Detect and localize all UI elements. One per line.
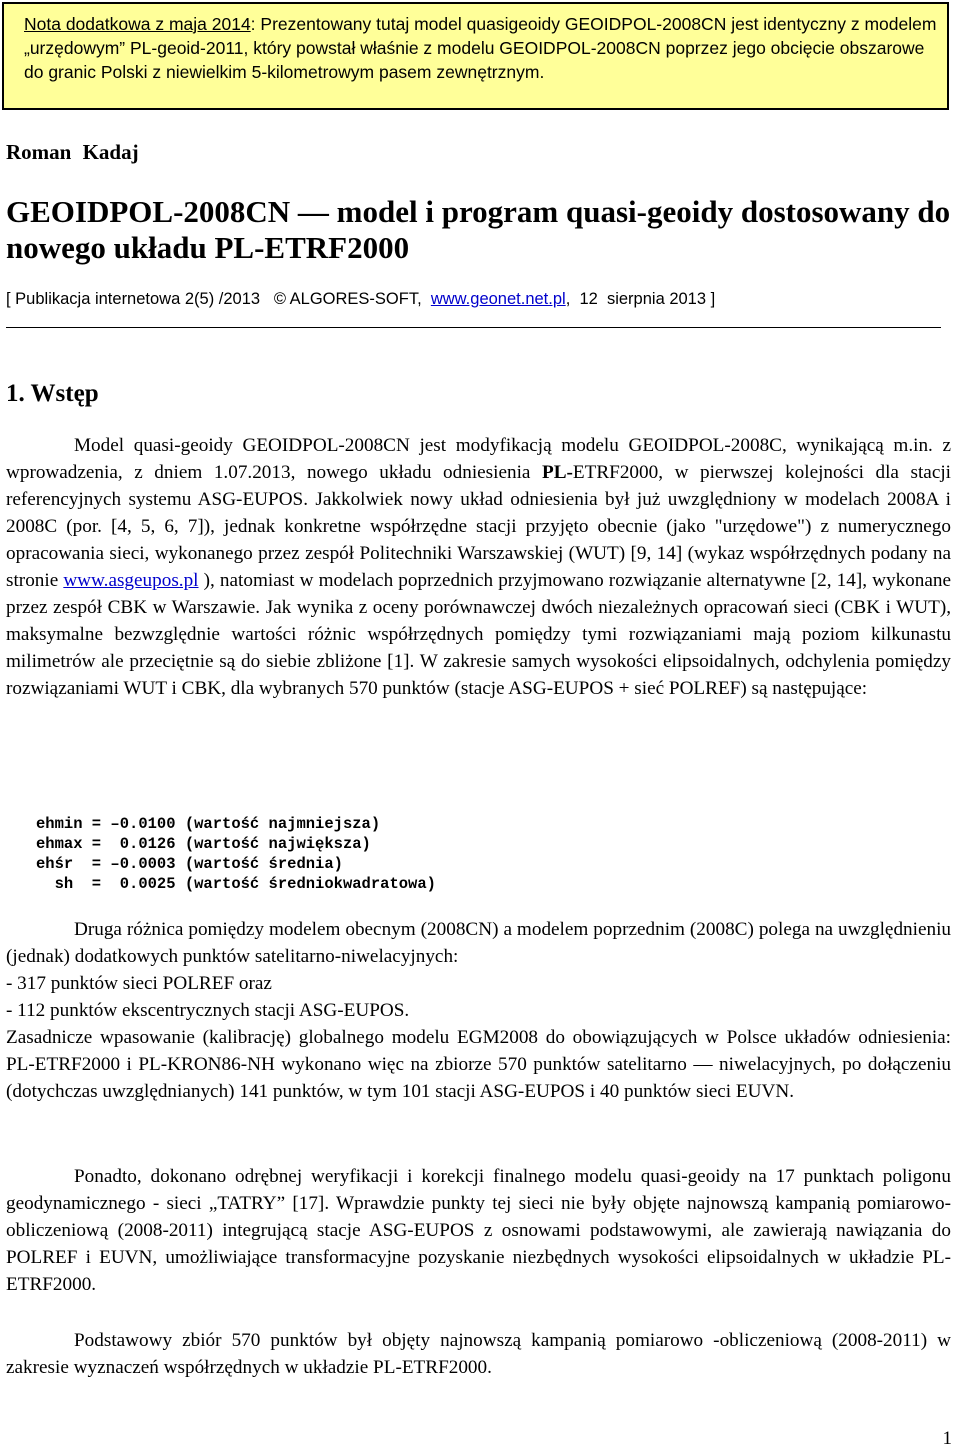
differences-block	[6, 916, 951, 1105]
intro-paragraph	[6, 432, 951, 702]
p1-bold: PL-	[542, 462, 573, 483]
note-box	[2, 2, 949, 110]
statistics-block: ehmin = –0.0100 (wartość najmniejsza) ehmax = 0.0126 (wartość największa) ehśr = –0.0003 (wartość średnia) sh = 0.0025 (wartość średniokwadratowa)	[36, 815, 436, 893]
section-heading: 1. Wstęp	[6, 380, 99, 407]
p4-text: Ponadto, dokonano odrębnej weryfikacji i korekcji finalnego modelu quasi-geoidy na 17 punktach poligonu geodynamicznego - sieci „TATRY” [17]. Wprawdzie punkty tej sieci nie były objęte najnowszą kampanią pomiarowo-obliczeniową (2008-2011) integrującą stacje ASG-EUPOS z osnowami podstawowymi, ale zawierają nawiązania do POLREF i EUVN, umożliwiające transformacyjne pozyskanie niezbędnych wysokości elipsoidalnych w układzie PL-ETRF2000.	[6, 1166, 951, 1295]
p5-text: Podstawowy zbiór 570 punktów był objęty najnowszą kampanią pomiarowo -obliczeniową (2008-2011) w zakresie wyznaczeń współrzędnych w układzie PL-ETRF2000.	[6, 1330, 951, 1378]
p1-text-a: Model quasi-geoidy GEOIDPOL-2008CN jest modyfikacją modelu GEOIDPOL-2008C, wynikającą m.in. z wprowadzenia, z dniem 1.07.2013, nowego układu odniesienia	[6, 435, 951, 483]
list-item: - 112 punktów ekscentrycznych stacji ASG-EUPOS.	[6, 1000, 410, 1021]
horizontal-rule	[6, 327, 941, 328]
p5-paragraph	[6, 1327, 951, 1381]
publication-prefix: [ Publikacja internetowa 2(5) /2013 © ALGORES-SOFT,	[6, 290, 431, 308]
list-item: - 317 punktów sieci POLREF oraz	[6, 973, 272, 994]
publication-line	[6, 288, 951, 310]
geonet-link[interactable]: www.geonet.net.pl	[430, 290, 566, 308]
note-label: Nota dodatkowa z maja 2014	[24, 14, 251, 34]
publication-suffix: , 12 sierpnia 2013 ]	[565, 290, 716, 308]
document-title: GEOIDPOL-2008CN — model i program quasi-geoidy dostosowany do nowego układu PL-ETRF2000	[6, 194, 951, 265]
p1-text-c: ), natomiast w modelach poprzednich przyjmowano rozwiązanie alternatywne [2, 14], wykonane przez zespół CBK w Warszawie. Jak wynika z oceny porównawczej dwóch niezależnych opracowań sieci (CBK i WUT), maksymalne bezwzględnie wartości różnic współrzędnych pomiędzy tymi rozwiązaniami mają poziom kilkunastu milimetrów ale przeciętnie są do siebie zbliżone [1]. W zakresie samych wysokości elipsoidalnych, odchylenia pomiędzy rozwiązaniami WUT i CBK, dla wybranych 570 punktów (stacje ASG-EUPOS + sieć POLREF) są następujące:	[6, 570, 951, 699]
p3-paragraph: Zasadnicze wpasowanie (kalibrację) globalnego modelu EGM2008 do obowiązujących w Polsce układów odniesienia: PL-ETRF2000 i PL-KRON86-NH wykonano więc na zbiorze 570 punktów satelitarno — niwelacyjnych, po dołączeniu (dotychczas uwzględnianych) 141 punktów, w tym 101 stacji ASG-EUPOS i 40 punktów sieci EUVN.	[6, 1027, 951, 1102]
page-number: 1	[942, 1428, 952, 1449]
note-text: : Prezentowany tutaj model quasigeoidy GEOIDPOL-2008CN jest identyczny z modelem „urzędowym” PL-geoid-2011, który powstał właśnie z modelu GEOIDPOL-2008CN poprzez jego obcięcie obszarowe do granic Polski z niewielkim 5-kilometrowym pasem zewnętrznym.	[24, 14, 937, 82]
asgeupos-link[interactable]: www.asgeupos.pl	[63, 570, 199, 591]
p2-text: Druga różnica pomiędzy modelem obecnym (2008CN) a modelem poprzednim (2008C) polega na uwzględnieniu (jednak) dodatkowych punktów satelitarno-niwelacyjnych:	[6, 919, 951, 967]
author-name: Roman Kadaj	[6, 140, 139, 164]
p1-text-b: ETRF2000, w pierwszej kolejności dla stacji referencyjnych systemu ASG-EUPOS. Jakkolwiek nowy układ odniesienia był już uwzględniony w modelach 2008A i 2008C (por. [4, 5, 6, 7]), jednak konkretne współrzędne stacji przyjęto obecnie (jako "urzędowe") z numerycznego opracowania sieci, wykonanego przez zespół Politechniki Warszawskiej (WUT) [9, 14] (wykaz współrzędnych podany na stronie	[6, 462, 951, 591]
p2-paragraph	[6, 916, 951, 970]
p4-paragraph	[6, 1163, 951, 1298]
